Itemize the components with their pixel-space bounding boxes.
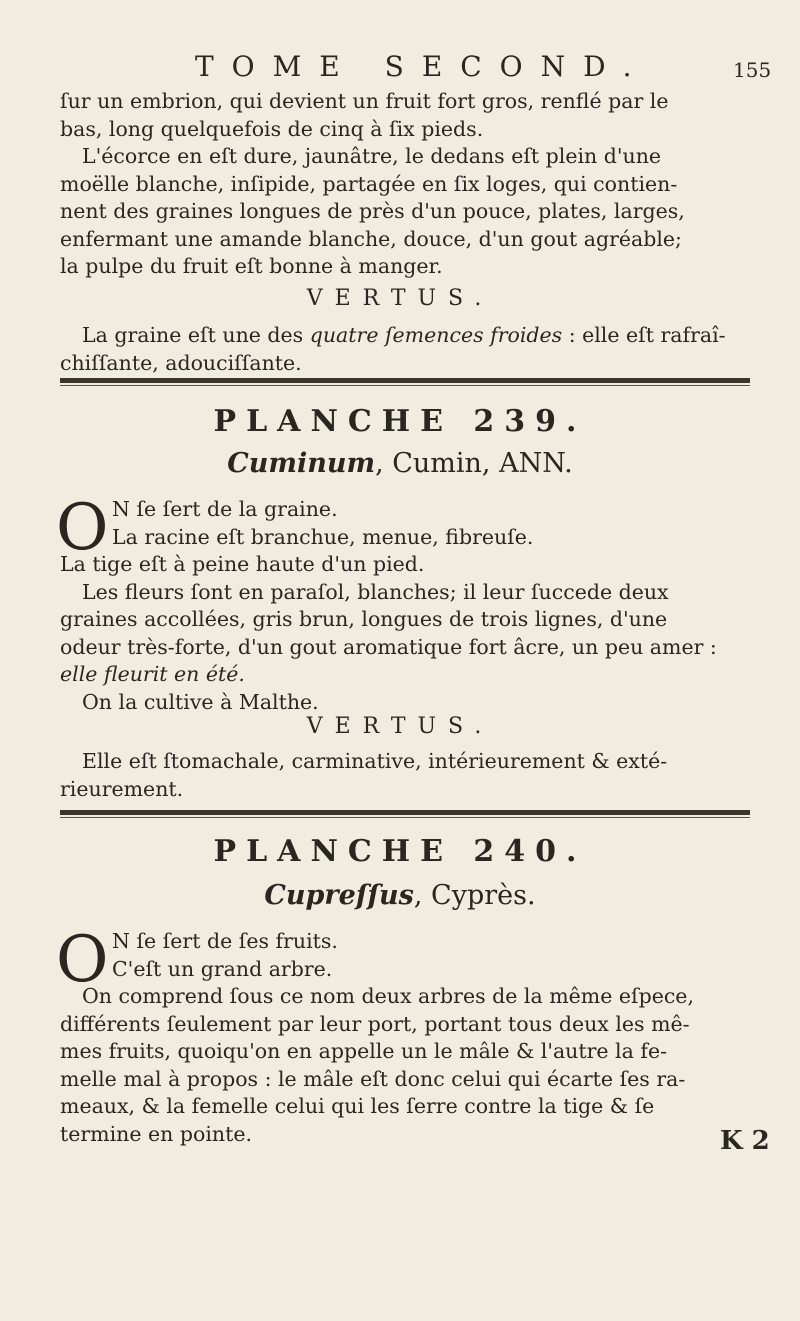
plate-subtitle	[0, 880, 800, 911]
flowering-note: elle fleurit en été.	[60, 662, 245, 686]
text-line: moëlle blanche, inſipide, partagée en ſix loges, qui contien-	[60, 171, 678, 196]
text-line: la pulpe du fruit eſt bonne à manger.	[60, 254, 443, 278]
intro-paragraph	[60, 88, 750, 281]
text-line: graines accollées, gris brun, longues de trois lignes, d'une	[60, 607, 668, 631]
text-line: ſur un embrion, qui devient un fruit fort gros, renflé par le	[60, 89, 669, 113]
text-line: nent des graines longues de près d'un pouce, plates, larges,	[60, 199, 685, 223]
text-line: L'écorce en eſt dure, jaunâtre, le dedans eſt plein d'une	[82, 144, 662, 168]
latin-name: Cuminum	[227, 448, 376, 479]
text-line: On comprend ſous ce nom deux arbres de la même eſpece,	[82, 984, 694, 1008]
text-line: La racine eſt branchue, menue, fibreuſe.	[112, 524, 534, 549]
text-line: chiſſante, adouciſſante.	[60, 350, 302, 375]
plate-intro-lines	[112, 496, 750, 551]
vertus-heading: VERTUS.	[306, 286, 494, 311]
vertus-paragraph	[60, 748, 750, 803]
text-line: La tige eſt à peine haute d'un pied.	[60, 552, 425, 576]
text-line: bas, long quelquefois de cinq à ſix pieds.	[60, 116, 484, 141]
vertus-paragraph	[60, 322, 750, 377]
text-line: C'eſt un grand arbre.	[112, 956, 333, 981]
text-line: N ſe ſert de ſes fruits.	[112, 929, 338, 953]
drop-cap: O	[56, 923, 109, 997]
text-line: N ſe ſert de la graine.	[112, 497, 338, 521]
common-name: , Cyprès.	[413, 880, 536, 911]
text-line: odeur très-forte, d'un gout aromatique fort âcre, un peu amer :	[60, 634, 717, 659]
section-divider	[60, 810, 750, 818]
plate-description	[60, 551, 750, 716]
text-line: La graine eſt une des quatre ſemences froides : elle eſt rafraî-	[82, 323, 726, 347]
signature-mark: K 2	[720, 1126, 770, 1156]
italic-phrase: quatre ſemences froides	[309, 323, 563, 347]
text-line: melle mal à propos : le mâle eſt donc celui qui écarte ſes ra-	[60, 1066, 686, 1091]
section-divider	[60, 378, 750, 386]
plate-subtitle	[0, 448, 800, 479]
running-title: TOME SECOND.	[195, 50, 650, 83]
culture-note: On la cultive à Malthe.	[82, 689, 319, 714]
text-line: meaux, & la femelle celui qui les ſerre contre la tige & ſe	[60, 1094, 655, 1118]
text-line: différents ſeulement par leur port, portant tous deux les mê-	[60, 1011, 690, 1036]
plate-heading: PLANCHE 240.	[213, 834, 587, 869]
plate-description	[60, 983, 750, 1148]
text-line: termine en pointe.	[60, 1121, 252, 1146]
text-line: enfermant une amande blanche, douce, d'un gout agréable;	[60, 226, 682, 251]
drop-cap: O	[56, 491, 109, 565]
text-line: rieurement.	[60, 776, 184, 801]
text-line: Elle eſt ſtomachale, carminative, intérieurement & exté-	[82, 749, 668, 773]
latin-name: Cupreſſus	[264, 880, 414, 911]
plate-heading: PLANCHE 239.	[213, 404, 587, 439]
page-number: 155	[733, 58, 772, 82]
text-line: Les fleurs ſont en paraſol, blanches; il leur ſuccede deux	[82, 579, 669, 604]
text-line: mes fruits, quoiqu'on en appelle un le mâle & l'autre la fe-	[60, 1039, 668, 1063]
vertus-heading: VERTUS.	[306, 714, 494, 739]
common-name: , Cumin, ANN.	[375, 448, 573, 479]
plate-intro-lines	[112, 928, 750, 983]
